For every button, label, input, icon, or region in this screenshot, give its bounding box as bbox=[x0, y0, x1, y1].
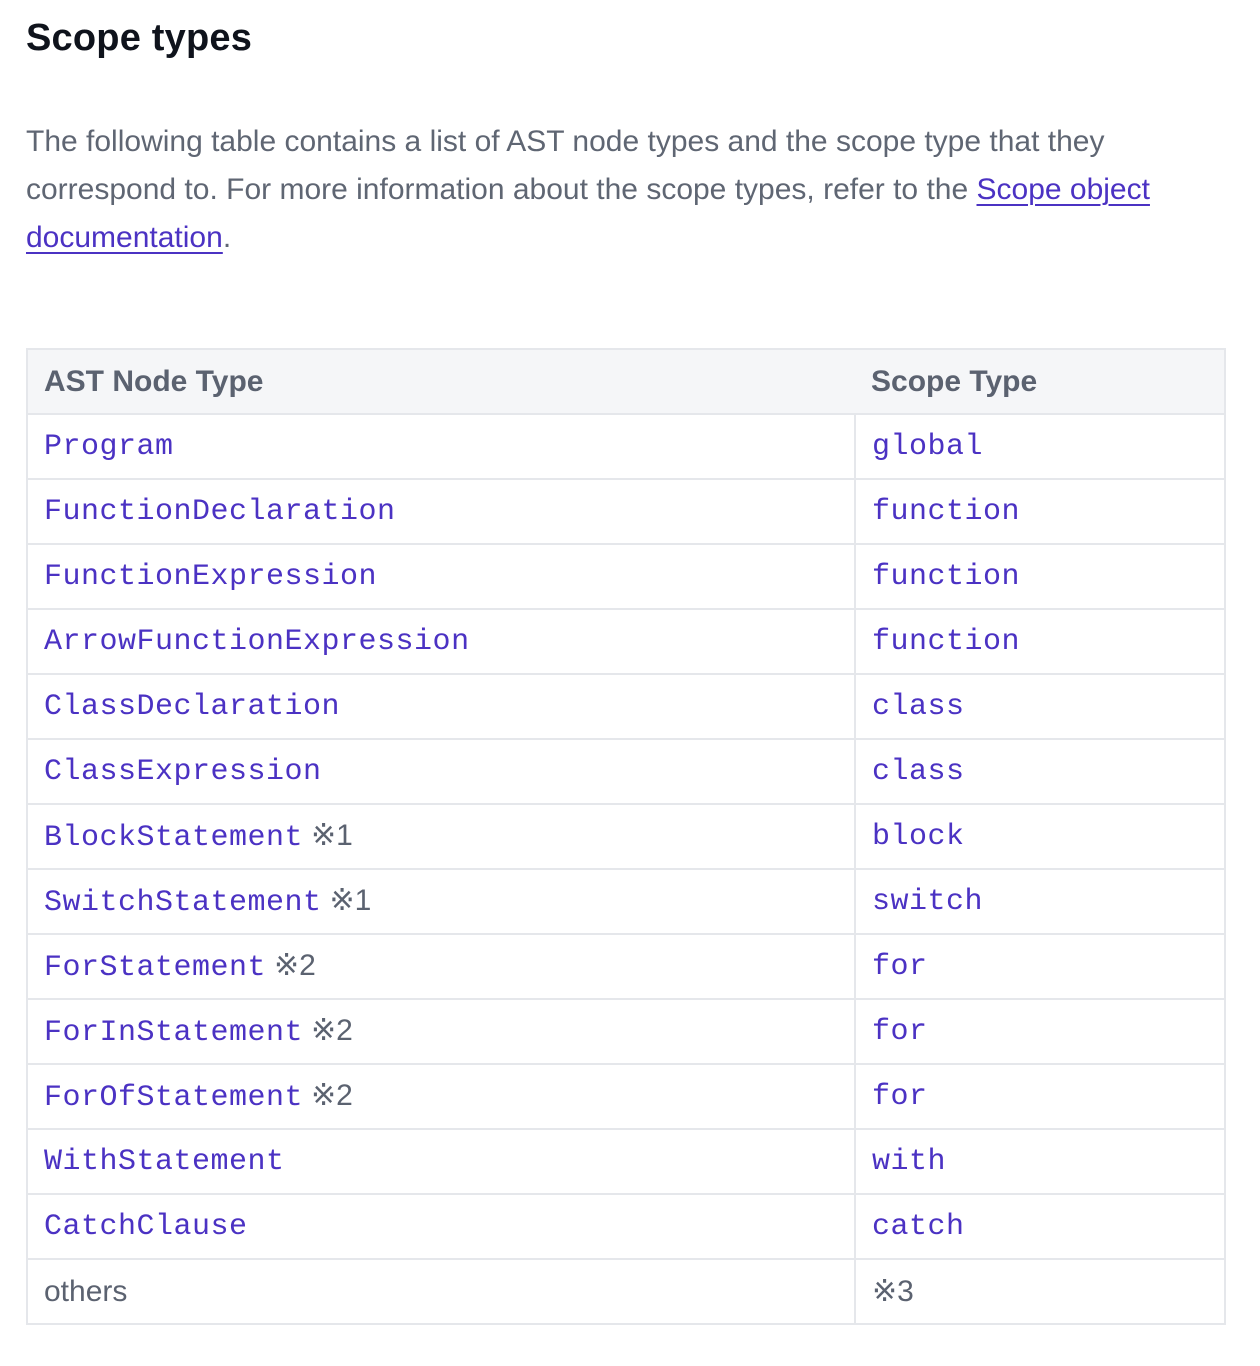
scope-type-code: catch bbox=[872, 1209, 965, 1244]
table-row bbox=[27, 804, 1225, 869]
footnote-marker: ※2 bbox=[311, 1014, 353, 1047]
table-row bbox=[27, 1194, 1225, 1259]
node-type-code: BlockStatement bbox=[44, 821, 304, 855]
scope-type-code: switch bbox=[872, 884, 984, 919]
node-type-cell bbox=[27, 869, 855, 934]
scope-type-code: for bbox=[872, 949, 928, 984]
node-type-cell bbox=[27, 804, 855, 869]
table-row-others bbox=[27, 1259, 1225, 1324]
table-row bbox=[27, 479, 1225, 544]
node-type-cell bbox=[27, 1259, 855, 1324]
scope-type-cell bbox=[855, 1259, 1225, 1324]
intro-text-end: . bbox=[222, 221, 232, 254]
footnote-marker: ※1 bbox=[311, 819, 353, 852]
scope-object-doc-link[interactable]: Scope object documentation bbox=[26, 173, 1150, 254]
scope-type-cell bbox=[855, 1129, 1225, 1194]
scope-type-code: class bbox=[872, 689, 965, 724]
node-type-cell bbox=[27, 1064, 855, 1129]
footnote-marker: ※1 bbox=[329, 884, 372, 917]
footnote-marker: ※2 bbox=[274, 949, 316, 982]
scope-type-note: ※3 bbox=[872, 1275, 914, 1308]
footnote-marker: ※2 bbox=[311, 1079, 353, 1112]
table-body bbox=[27, 414, 1225, 1324]
scope-type-code: class bbox=[872, 754, 965, 789]
scope-type-code: for bbox=[872, 1079, 928, 1114]
table-row bbox=[27, 999, 1225, 1064]
table-row bbox=[27, 609, 1225, 674]
node-type-cell bbox=[27, 674, 855, 739]
node-type-cell bbox=[27, 609, 855, 674]
node-type-code: ForInStatement bbox=[44, 1016, 304, 1050]
node-type-cell bbox=[27, 414, 855, 479]
node-type-code: CatchClause bbox=[44, 1209, 248, 1244]
node-type-code: ArrowFunctionExpression bbox=[44, 624, 470, 659]
scope-type-code: function bbox=[872, 494, 1021, 529]
intro-paragraph bbox=[26, 118, 1216, 262]
scope-type-cell bbox=[855, 609, 1225, 674]
node-type-code: FunctionDeclaration bbox=[44, 494, 396, 529]
scope-type-cell bbox=[855, 739, 1225, 804]
scope-type-code: function bbox=[872, 559, 1021, 594]
node-type-code: FunctionExpression bbox=[44, 559, 378, 594]
scope-type-code: block bbox=[872, 819, 965, 854]
node-type-code: ForStatement bbox=[44, 951, 267, 985]
node-type-code: ClassExpression bbox=[44, 754, 322, 789]
table-row bbox=[27, 739, 1225, 804]
table-row bbox=[27, 414, 1225, 479]
node-type-text: others bbox=[44, 1274, 128, 1308]
node-type-cell bbox=[27, 1129, 855, 1194]
node-type-cell bbox=[27, 544, 855, 609]
table-row bbox=[27, 544, 1225, 609]
scope-type-cell bbox=[855, 934, 1225, 999]
scope-type-cell bbox=[855, 674, 1225, 739]
scope-type-cell bbox=[855, 414, 1225, 479]
scope-type-cell bbox=[855, 1194, 1225, 1259]
node-type-cell bbox=[27, 999, 855, 1064]
node-type-cell bbox=[27, 739, 855, 804]
table-row bbox=[27, 1129, 1225, 1194]
scope-type-cell bbox=[855, 869, 1225, 934]
scope-type-code: for bbox=[872, 1014, 928, 1049]
table-row bbox=[27, 674, 1225, 739]
node-type-code: SwitchStatement bbox=[44, 886, 322, 920]
node-type-code: ForOfStatement bbox=[44, 1081, 304, 1115]
scope-type-code: global bbox=[872, 429, 984, 464]
scope-type-cell bbox=[855, 999, 1225, 1064]
section-heading: Scope types bbox=[26, 17, 253, 59]
scope-types-table bbox=[26, 348, 1226, 1325]
node-type-code: WithStatement bbox=[44, 1144, 285, 1179]
scope-type-cell bbox=[855, 804, 1225, 869]
scope-type-cell bbox=[855, 479, 1225, 544]
table-row bbox=[27, 869, 1225, 934]
scope-type-code: with bbox=[872, 1144, 947, 1179]
scope-type-cell bbox=[855, 544, 1225, 609]
table-row bbox=[27, 934, 1225, 999]
node-type-cell bbox=[27, 1194, 855, 1259]
intro-text: The following table contains a list of AST node types and the scope type that they correspond to. For more information about the scope types, refer to the bbox=[26, 125, 1105, 206]
table-row bbox=[27, 1064, 1225, 1129]
header-ast-node-type: AST Node Type bbox=[27, 349, 855, 414]
scope-type-cell bbox=[855, 1064, 1225, 1129]
table-header-row bbox=[27, 349, 1225, 414]
node-type-cell bbox=[27, 479, 855, 544]
node-type-code: Program bbox=[44, 429, 174, 464]
header-scope-type: Scope Type bbox=[855, 349, 1225, 414]
scope-type-code: function bbox=[872, 624, 1021, 659]
node-type-cell bbox=[27, 934, 855, 999]
node-type-code: ClassDeclaration bbox=[44, 689, 341, 724]
